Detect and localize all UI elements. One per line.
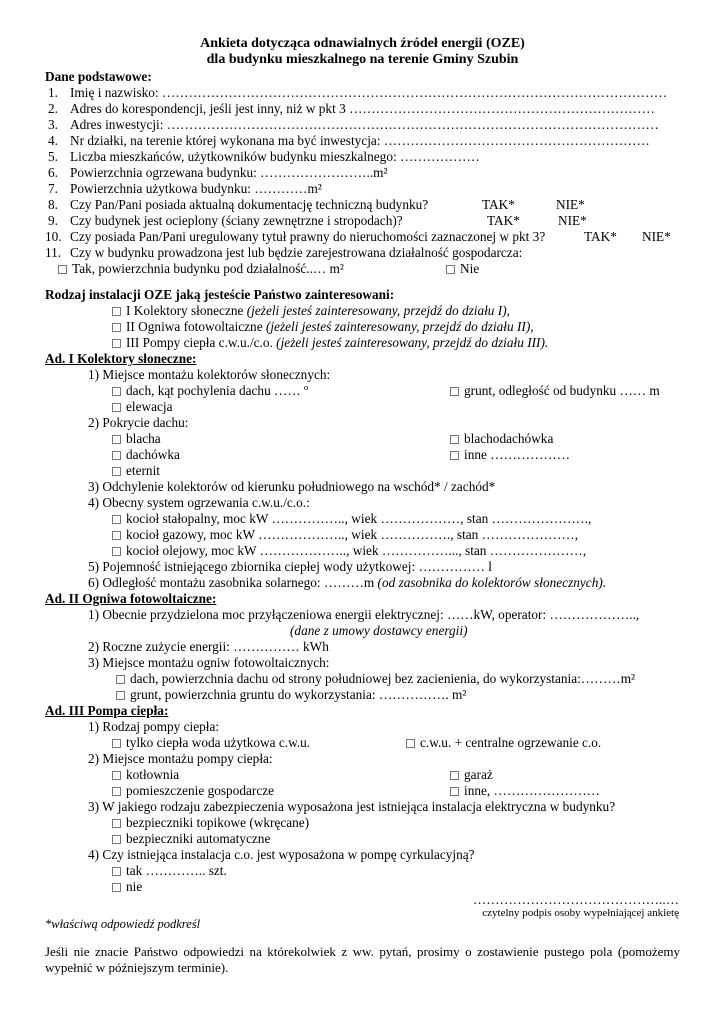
s2-q1[interactable]: 1) Obecnie przydzielona moc przyłączeniowa energii elektrycznej: ……kW, operator: ……………….., (88, 607, 640, 622)
basic-text-3[interactable]: Adres inwestycji: ………………………………………………………………………………………………… (70, 117, 659, 132)
q9-tak[interactable]: TAK* (487, 213, 520, 228)
q11-yes-option[interactable] (58, 261, 344, 276)
checkbox-icon[interactable] (58, 265, 67, 274)
type-label-2: II Ogniwa fotowoltaiczne (126, 319, 266, 334)
type-label-3: III Pompy ciepła c.w.u./c.o. (126, 335, 277, 350)
checkbox-icon[interactable] (112, 403, 121, 412)
basic-num-3: 3. (48, 117, 58, 132)
basic-text-1[interactable]: Imię i nazwisko: …………………………………………………………………………………………………… (70, 85, 668, 100)
footer-note: Jeśli nie znacie Państwo odpowiedzi na którekolwiek z ww. pytań, prosimy o zostawienie pustego pola (pomożemy wypełnić w późniejszym terminie). (45, 944, 680, 975)
s1-q2-blachodachowka-label: blachodachówka (464, 431, 554, 446)
s3-q2-b-label: garaż (464, 767, 493, 782)
section-2-header: Ad. II Ogniwa fotowoltaiczne: (45, 591, 217, 606)
q11-no-label: Nie (460, 261, 480, 276)
checkbox-icon[interactable] (112, 835, 121, 844)
asterisk-note: *właściwą odpowiedź podkreśl (45, 917, 201, 931)
basic-num-10: 10. (45, 229, 62, 244)
s1-q2-dachowka-label: dachówka (126, 447, 180, 462)
s1-q6[interactable] (88, 575, 606, 590)
s1-q2-blacha[interactable] (112, 431, 161, 446)
basic-text-6[interactable]: Powierzchnia ogrzewana budynku: ……………………..m² (70, 165, 388, 180)
q8-nie[interactable]: NIE* (556, 197, 585, 212)
checkbox-icon[interactable] (112, 883, 121, 892)
s1-q1: 1) Miejsce montażu kolektorów słonecznych: (88, 367, 331, 382)
title-line-1: Ankieta dotycząca odnawialnych źródeł energii (OZE) (200, 36, 525, 51)
checkbox-icon[interactable] (112, 867, 121, 876)
basic-num-5: 5. (48, 149, 58, 164)
signature-label: czytelny podpis osoby wypełniającej ankietę (482, 907, 679, 919)
checkbox-icon[interactable] (116, 691, 125, 700)
checkbox-icon[interactable] (406, 739, 415, 748)
q10-nie[interactable]: NIE* (642, 229, 671, 244)
checkbox-icon[interactable] (112, 739, 121, 748)
checkbox-icon[interactable] (450, 435, 459, 444)
s1-q4-c-label: kocioł olejowy, moc kW ……………….., wiek ……………..., stan …………………, (126, 543, 587, 558)
s3-q2-d[interactable] (450, 783, 600, 798)
type-note-1: (jeżeli jesteś zainteresowany, przejdź do działu I), (246, 303, 510, 318)
basic-num-11: 11. (45, 245, 62, 260)
s1-q2-eternit-label: eternit (126, 463, 160, 478)
s3-q2: 2) Miejsce montażu pompy ciepła: (88, 751, 273, 766)
s3-q3: 3) W jakiego rodzaju zabezpieczenia wyposażona jest istniejąca instalacja elektryczna w budynku? (88, 799, 616, 814)
s1-q4-c[interactable] (112, 543, 586, 558)
signature-line[interactable]: ……………………………………..… (472, 892, 679, 907)
s3-q3-b[interactable] (112, 831, 270, 846)
s1-q1-roof-label: dach, kąt pochylenia dachu …… º (126, 383, 309, 398)
s2-q2[interactable]: 2) Roczne zużycie energii: …………… kWh (88, 639, 329, 654)
s3-q2-a[interactable] (112, 767, 179, 782)
s3-q2-c-label: pomieszczenie gospodarcze (126, 783, 275, 798)
s1-q1-facade[interactable] (112, 399, 173, 414)
s1-q1-ground[interactable] (450, 383, 660, 398)
section-1-header: Ad. I Kolektory słoneczne: (45, 351, 197, 366)
basic-num-8: 8. (48, 197, 58, 212)
s3-q4-a-label: tak ………….. szt. (126, 863, 227, 878)
q11-no-option[interactable] (446, 261, 479, 276)
basic-text-11: Czy w budynku prowadzona jest lub będzie zarejestrowana działalność gospodarcza: (70, 245, 523, 260)
checkbox-icon[interactable] (112, 451, 121, 460)
checkbox-icon[interactable] (112, 819, 121, 828)
basic-num-7: 7. (48, 181, 58, 196)
checkbox-icon[interactable] (446, 265, 455, 274)
basic-num-9: 9. (48, 213, 58, 228)
basic-text-8: Czy Pan/Pani posiada aktualną dokumentację techniczną budynku? (70, 197, 429, 212)
s1-q1-roof[interactable] (112, 383, 308, 398)
s3-q4-b[interactable] (112, 879, 142, 894)
s1-q4-b[interactable] (112, 527, 578, 542)
s2-q3-ground-label: grunt, powierzchnia gruntu do wykorzystania: ……………. m² (130, 687, 467, 702)
s3-q3-a[interactable] (112, 815, 309, 830)
checkbox-icon[interactable] (116, 675, 125, 684)
checkbox-icon[interactable] (112, 547, 121, 556)
basic-text-7[interactable]: Powierzchnia użytkowa budynku: …………m² (70, 181, 322, 196)
s3-q1: 1) Rodzaj pompy ciepła: (88, 719, 220, 734)
s1-q4: 4) Obecny system ogrzewania c.w.u./c.o.: (88, 495, 310, 510)
type-option-2[interactable] (112, 319, 534, 334)
basic-text-10: Czy posiada Pan/Pani uregulowany tytuł prawny do nieruchomości zaznaczonej w pkt 3? (70, 229, 546, 244)
s1-q2-inne[interactable] (450, 447, 570, 462)
s2-q3-ground[interactable] (116, 687, 466, 702)
q8-tak[interactable]: TAK* (482, 197, 515, 212)
checkbox-icon[interactable] (112, 387, 121, 396)
s1-q2: 2) Pokrycie dachu: (88, 415, 189, 430)
title-line-2: dla budynku mieszkalnego na terenie Gminy Szubin (206, 52, 519, 67)
checkbox-icon[interactable] (112, 771, 121, 780)
type-note-3: (jeżeli jesteś zainteresowany, przejdź do działu III). (276, 335, 549, 350)
s2-q3-roof-label: dach, powierzchnia dachu od strony południowej bez zacienienia, do wykorzystania:………m² (130, 671, 636, 686)
s3-q3-a-label: bezpieczniki topikowe (wkręcane) (126, 815, 310, 830)
s2-q1-note: (dane z umowy dostawcy energii) (290, 623, 468, 638)
s3-q3-b-label: bezpieczniki automatyczne (126, 831, 271, 846)
checkbox-icon[interactable] (112, 531, 121, 540)
basic-text-4[interactable]: Nr działki, na terenie której wykonana ma być inwestycja: …………………………………………………… (70, 133, 650, 148)
s3-q1-b[interactable] (406, 735, 601, 750)
s1-q4-a[interactable] (112, 511, 591, 526)
s3-q4-b-label: nie (126, 879, 143, 894)
section-3-header: Ad. III Pompa ciepła: (45, 703, 169, 718)
basic-num-1: 1. (48, 85, 58, 100)
s1-q4-b-label: kocioł gazowy, moc kW ……………….., wiek ……………., stan …………………, (126, 527, 579, 542)
checkbox-icon[interactable] (112, 435, 121, 444)
checkbox-icon[interactable] (450, 771, 459, 780)
basic-num-6: 6. (48, 165, 58, 180)
checkbox-icon[interactable] (112, 323, 121, 332)
s3-q2-b[interactable] (450, 767, 493, 782)
basic-text-5[interactable]: Liczba mieszkańców, użytkowników budynku mieszkalnego: ……………… (70, 149, 480, 164)
s1-q2-dachowka[interactable] (112, 447, 180, 462)
type-label-1: I Kolektory słoneczne (126, 303, 247, 318)
s1-q1-facade-label: elewacja (126, 399, 173, 414)
q9-nie[interactable]: NIE* (558, 213, 587, 228)
s3-q2-c[interactable] (112, 783, 274, 798)
s2-q3-roof[interactable] (116, 671, 635, 686)
s1-q1-ground-label: grunt, odległość od budynku …… m (464, 383, 660, 398)
basic-text-2[interactable]: Adres do korespondencji, jeśli jest inny, niż w pkt 3 …………………………………………………………… (70, 101, 655, 116)
s1-q6-label: 6) Odległość montażu zasobnika solarnego: ………m (88, 575, 378, 590)
checkbox-icon[interactable] (112, 307, 121, 316)
checkbox-icon[interactable] (112, 339, 121, 348)
checkbox-icon[interactable] (112, 787, 121, 796)
checkbox-icon[interactable] (450, 787, 459, 796)
s1-q2-inne-label: inne ……………… (464, 447, 570, 462)
s1-q2-blacha-label: blacha (126, 431, 161, 446)
checkbox-icon[interactable] (450, 387, 459, 396)
s1-q4-a-label: kocioł stałopalny, moc kW …………….., wiek ………………, stan …………………., (126, 511, 592, 526)
s3-q1-b-label: c.w.u. + centralne ogrzewanie c.o. (420, 735, 602, 750)
s1-q2-blachodachowka[interactable] (450, 431, 553, 446)
s3-q4: 4) Czy istniejąca instalacja c.o. jest wyposażona w pompę cyrkulacyjną? (88, 847, 475, 862)
checkbox-icon[interactable] (112, 467, 121, 476)
basic-num-2: 2. (48, 101, 58, 116)
s3-q2-a-label: kotłownia (126, 767, 180, 782)
basic-num-4: 4. (48, 133, 58, 148)
s1-q6-note: (od zasobnika do kolektorów słonecznych). (377, 575, 607, 590)
checkbox-icon[interactable] (112, 515, 121, 524)
q10-tak[interactable]: TAK* (584, 229, 617, 244)
s1-q5[interactable]: 5) Pojemność istniejącego zbiornika ciepłej wody użytkowej: …………… l (88, 559, 492, 574)
basic-header: Dane podstawowe: (45, 69, 152, 84)
s1-q3[interactable]: 3) Odchylenie kolektorów od kierunku południowego na wschód* / zachód* (88, 479, 496, 494)
s3-q2-d-label: inne, …………………… (464, 783, 600, 798)
s3-q4-a[interactable] (112, 863, 227, 878)
q11-yes-label: Tak, powierzchnia budynku pod działalność..… m² (72, 261, 344, 276)
s1-q2-eternit[interactable] (112, 463, 160, 478)
s2-q3: 3) Miejsce montażu ogniw fotowoltaicznych: (88, 655, 330, 670)
s3-q1-a[interactable] (112, 735, 310, 750)
type-header: Rodzaj instalacji OZE jaką jesteście Państwo zainteresowani: (45, 287, 395, 302)
type-option-1[interactable] (112, 303, 510, 318)
checkbox-icon[interactable] (450, 451, 459, 460)
type-option-3[interactable] (112, 335, 548, 350)
type-note-2: (jeżeli jesteś zainteresowany, przejdź do działu II), (265, 319, 534, 334)
s3-q1-a-label: tylko ciepła woda użytkowa c.w.u. (126, 735, 311, 750)
basic-text-9: Czy budynek jest ocieplony (ściany zewnętrzne i stropodach)? (70, 213, 403, 228)
